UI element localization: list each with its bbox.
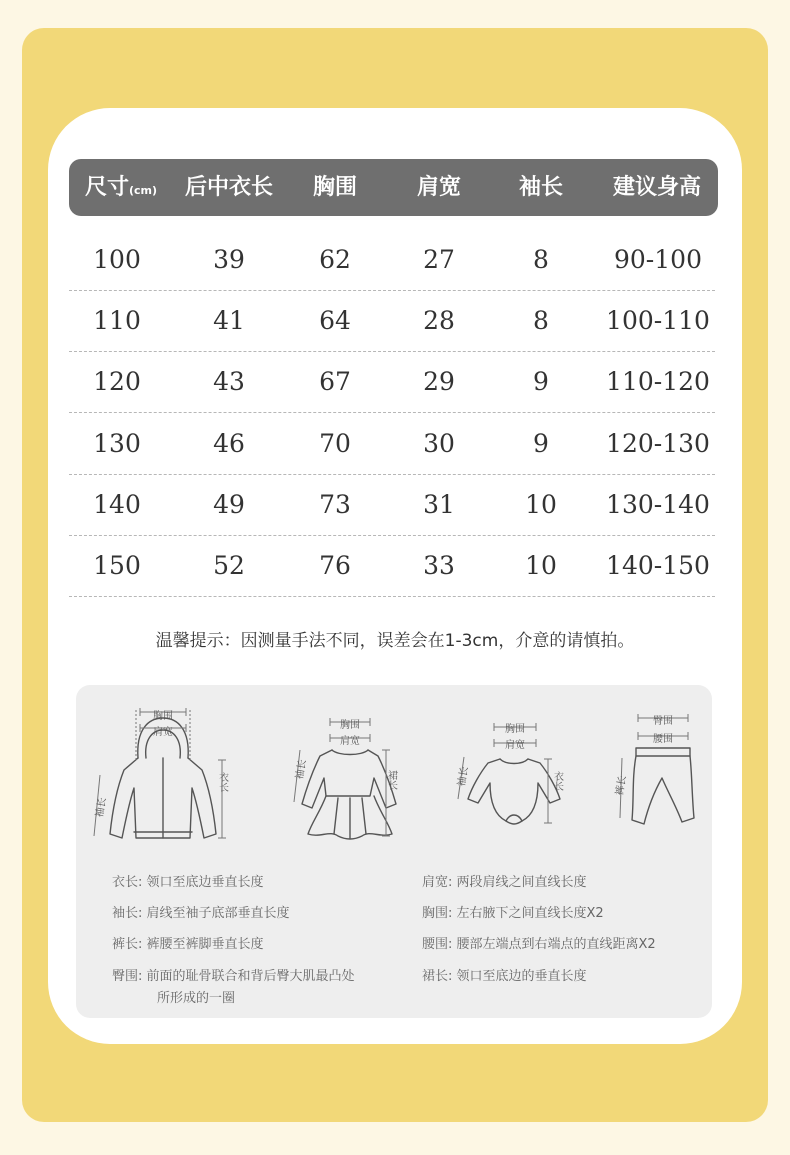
dress-length-label: 裙长 xyxy=(385,770,397,790)
cell-chest: 76 xyxy=(319,551,351,580)
dress-illustration xyxy=(290,712,410,842)
definition-pants-length: 裤长: 裤腰至裤脚垂直长度 xyxy=(112,937,264,952)
cell-height: 120-130 xyxy=(606,428,710,458)
jacket-chest-label: 胸围 xyxy=(153,711,173,722)
cell-height: 100-110 xyxy=(606,306,710,336)
cell-shoulder: 27 xyxy=(423,245,455,274)
table-row xyxy=(69,351,715,413)
cell-height: 140-150 xyxy=(606,551,710,580)
header-sleeve: 袖长 xyxy=(518,175,563,200)
cell-height: 110-120 xyxy=(606,367,710,397)
cell-sleeve: 8 xyxy=(533,306,549,336)
jacket-sleeve-label: 袖长 xyxy=(94,796,109,819)
cell-size: 110 xyxy=(93,306,141,336)
definition-waist: 腰围: 腰部左端点到右端点的直线距离X2 xyxy=(422,937,656,952)
cell-back-length: 49 xyxy=(213,489,245,519)
cell-sleeve: 10 xyxy=(525,551,557,580)
cell-size: 140 xyxy=(93,489,141,519)
cell-chest: 73 xyxy=(319,489,351,519)
jacket-illustration xyxy=(88,700,238,850)
jacket-shoulder-label: 肩宽 xyxy=(153,727,173,738)
romper-length-label: 衣长 xyxy=(551,771,563,791)
cell-height: 130-140 xyxy=(606,489,710,519)
pants-length-label: 裤长 xyxy=(614,774,629,797)
cell-shoulder: 28 xyxy=(423,306,455,336)
header-size: 尺寸(cm) xyxy=(84,175,158,200)
cell-size: 150 xyxy=(93,551,141,580)
cell-sleeve: 9 xyxy=(533,367,549,397)
header-chest: 胸围 xyxy=(312,175,357,200)
header-back-length: 后中衣长 xyxy=(184,175,273,200)
cell-shoulder: 30 xyxy=(423,428,455,458)
cell-back-length: 46 xyxy=(213,428,245,458)
table-row xyxy=(69,474,715,536)
cell-back-length: 43 xyxy=(213,367,245,397)
cell-size: 100 xyxy=(93,245,141,274)
table-row xyxy=(69,229,715,291)
cell-chest: 70 xyxy=(319,428,351,458)
cell-size: 120 xyxy=(93,367,141,397)
definition-hip: 臀围: 前面的耻骨联合和背后臀大肌最凸处 xyxy=(112,969,355,984)
romper-shoulder-label: 肩宽 xyxy=(505,740,525,751)
definition-skirt-length: 裙长: 领口至底边的垂直长度 xyxy=(422,969,587,984)
measurement-tip: 温馨提示：因测量手法不同，误差会在1-3cm，介意的请慎拍。 xyxy=(155,631,635,651)
definition-length: 衣长: 领口至底边垂直长度 xyxy=(112,875,264,890)
romper-sleeve-label: 袖长 xyxy=(456,765,471,788)
definition-shoulder: 肩宽: 两段肩线之间直线长度 xyxy=(422,875,587,890)
definition-chest: 胸围: 左右腋下之间直线长度X2 xyxy=(422,906,604,921)
dress-shoulder-label: 肩宽 xyxy=(340,736,360,747)
table-row xyxy=(69,413,715,475)
cell-back-length: 39 xyxy=(213,245,245,274)
cell-height: 90-100 xyxy=(614,245,702,274)
romper-chest-label: 胸围 xyxy=(505,724,525,735)
cell-chest: 62 xyxy=(319,245,351,274)
table-row xyxy=(69,535,715,597)
dress-sleeve-label: 袖长 xyxy=(294,758,309,781)
cell-chest: 67 xyxy=(319,367,351,397)
pants-illustration xyxy=(610,708,705,833)
table-row xyxy=(69,290,715,352)
cell-shoulder: 29 xyxy=(423,367,455,397)
header-height: 建议身高 xyxy=(612,175,701,200)
header-shoulder: 肩宽 xyxy=(416,175,461,200)
dress-chest-label: 胸围 xyxy=(340,720,360,731)
cell-chest: 64 xyxy=(319,306,351,336)
definition-sleeve: 袖长: 肩线至袖子底部垂直长度 xyxy=(112,906,290,921)
definition-hip-continued: 所形成的一圈 xyxy=(157,991,236,1006)
size-table-header xyxy=(69,159,718,216)
romper-illustration xyxy=(450,715,580,830)
pants-waist-label: 腰围 xyxy=(653,734,673,745)
cell-back-length: 41 xyxy=(213,306,245,336)
jacket-length-label: 衣长 xyxy=(216,772,228,792)
cell-sleeve: 10 xyxy=(525,489,557,519)
pants-hip-label: 臀围 xyxy=(653,716,673,727)
cell-sleeve: 9 xyxy=(533,428,549,458)
cell-size: 130 xyxy=(93,428,141,458)
cell-shoulder: 33 xyxy=(423,551,455,580)
cell-shoulder: 31 xyxy=(423,489,455,519)
cell-sleeve: 8 xyxy=(533,245,549,274)
cell-back-length: 52 xyxy=(213,551,245,580)
